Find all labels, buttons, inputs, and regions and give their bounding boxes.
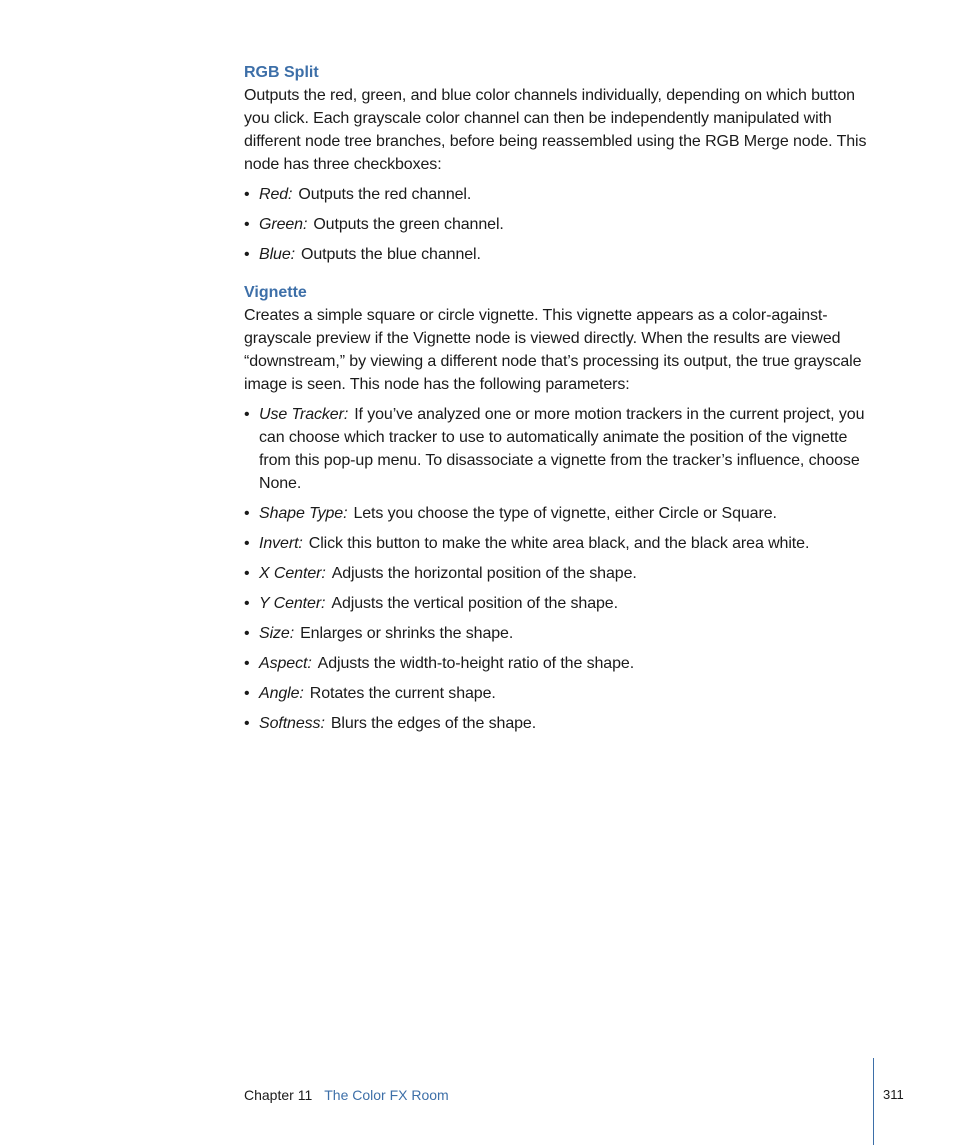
list-item — [244, 213, 876, 236]
bullet-icon: • — [244, 246, 250, 263]
item-desc: Adjusts the horizontal position of the shape. — [331, 565, 637, 582]
item-desc: Click this button to make the white area black, and the black area white. — [308, 535, 810, 552]
chapter-label: Chapter 11 — [244, 1087, 313, 1103]
chapter-title-link[interactable]: The Color FX Room — [324, 1087, 449, 1103]
item-term: Invert: — [259, 535, 303, 552]
list-item — [244, 243, 876, 266]
item-term: Use Tracker: — [259, 406, 349, 423]
page-content — [244, 62, 876, 742]
list-item — [244, 652, 876, 675]
list-item — [244, 532, 876, 555]
item-desc: Enlarges or shrinks the shape. — [300, 625, 514, 642]
footer-divider — [873, 1058, 874, 1145]
item-term: Green: — [259, 216, 308, 233]
item-desc: Rotates the current shape. — [309, 685, 496, 702]
item-term: Size: — [259, 625, 295, 642]
list-item — [244, 562, 876, 585]
parameter-list — [244, 403, 876, 735]
parameter-list — [244, 183, 876, 266]
item-term: Shape Type: — [259, 505, 348, 522]
section-vignette — [244, 282, 876, 735]
section-body: Outputs the red, green, and blue color channels individually, depending on which button you click. Each grayscale color channel can then be independently manipulated with different node tree branches, before being reassembled using the RGB Merge node. This node has three checkboxes: — [244, 87, 867, 173]
item-term: Aspect: — [259, 655, 312, 672]
section-body: Creates a simple square or circle vignette. This vignette appears as a color-against-grayscale preview if the Vignette node is viewed directly. When the results are viewed “downstream,” by viewing a different node that’s processing its output, the true grayscale image is seen. This node has the following parameters: — [244, 307, 862, 393]
item-desc: Blurs the edges of the shape. — [330, 715, 537, 732]
bullet-icon: • — [244, 216, 250, 233]
item-term: Softness: — [259, 715, 325, 732]
list-item — [244, 183, 876, 206]
list-item — [244, 502, 876, 525]
list-item — [244, 712, 876, 735]
bullet-icon: • — [244, 655, 250, 672]
item-term: Angle: — [259, 685, 304, 702]
section-heading: Vignette — [244, 284, 307, 301]
bullet-icon: • — [244, 505, 250, 522]
list-item — [244, 622, 876, 645]
item-desc: Outputs the red channel. — [298, 186, 472, 203]
item-term: Blue: — [259, 246, 295, 263]
item-term: X Center: — [259, 565, 326, 582]
bullet-icon: • — [244, 186, 250, 203]
item-desc: Outputs the green channel. — [313, 216, 504, 233]
bullet-icon: • — [244, 715, 250, 732]
item-desc: Outputs the blue channel. — [300, 246, 481, 263]
page-number: 311 — [883, 1087, 904, 1102]
list-item — [244, 682, 876, 705]
bullet-icon: • — [244, 565, 250, 582]
item-desc: Lets you choose the type of vignette, either Circle or Square. — [353, 505, 777, 522]
list-item — [244, 403, 876, 495]
item-desc: Adjusts the width-to-height ratio of the shape. — [317, 655, 635, 672]
bullet-icon: • — [244, 625, 250, 642]
item-desc: If you’ve analyzed one or more motion trackers in the current project, you can choose which tracker to use to automatically animate the position of the vignette from this pop-up menu. To disassociate a vignette from the tracker’s influence, choose None. — [259, 406, 865, 492]
bullet-icon: • — [244, 685, 250, 702]
bullet-icon: • — [244, 535, 250, 552]
item-term: Y Center: — [259, 595, 326, 612]
section-heading: RGB Split — [244, 64, 319, 81]
bullet-icon: • — [244, 595, 250, 612]
page-footer — [244, 1085, 449, 1105]
list-item — [244, 592, 876, 615]
bullet-icon: • — [244, 406, 250, 423]
section-rgb-split — [244, 62, 876, 266]
item-term: Red: — [259, 186, 293, 203]
item-desc: Adjusts the vertical position of the shape. — [331, 595, 618, 612]
